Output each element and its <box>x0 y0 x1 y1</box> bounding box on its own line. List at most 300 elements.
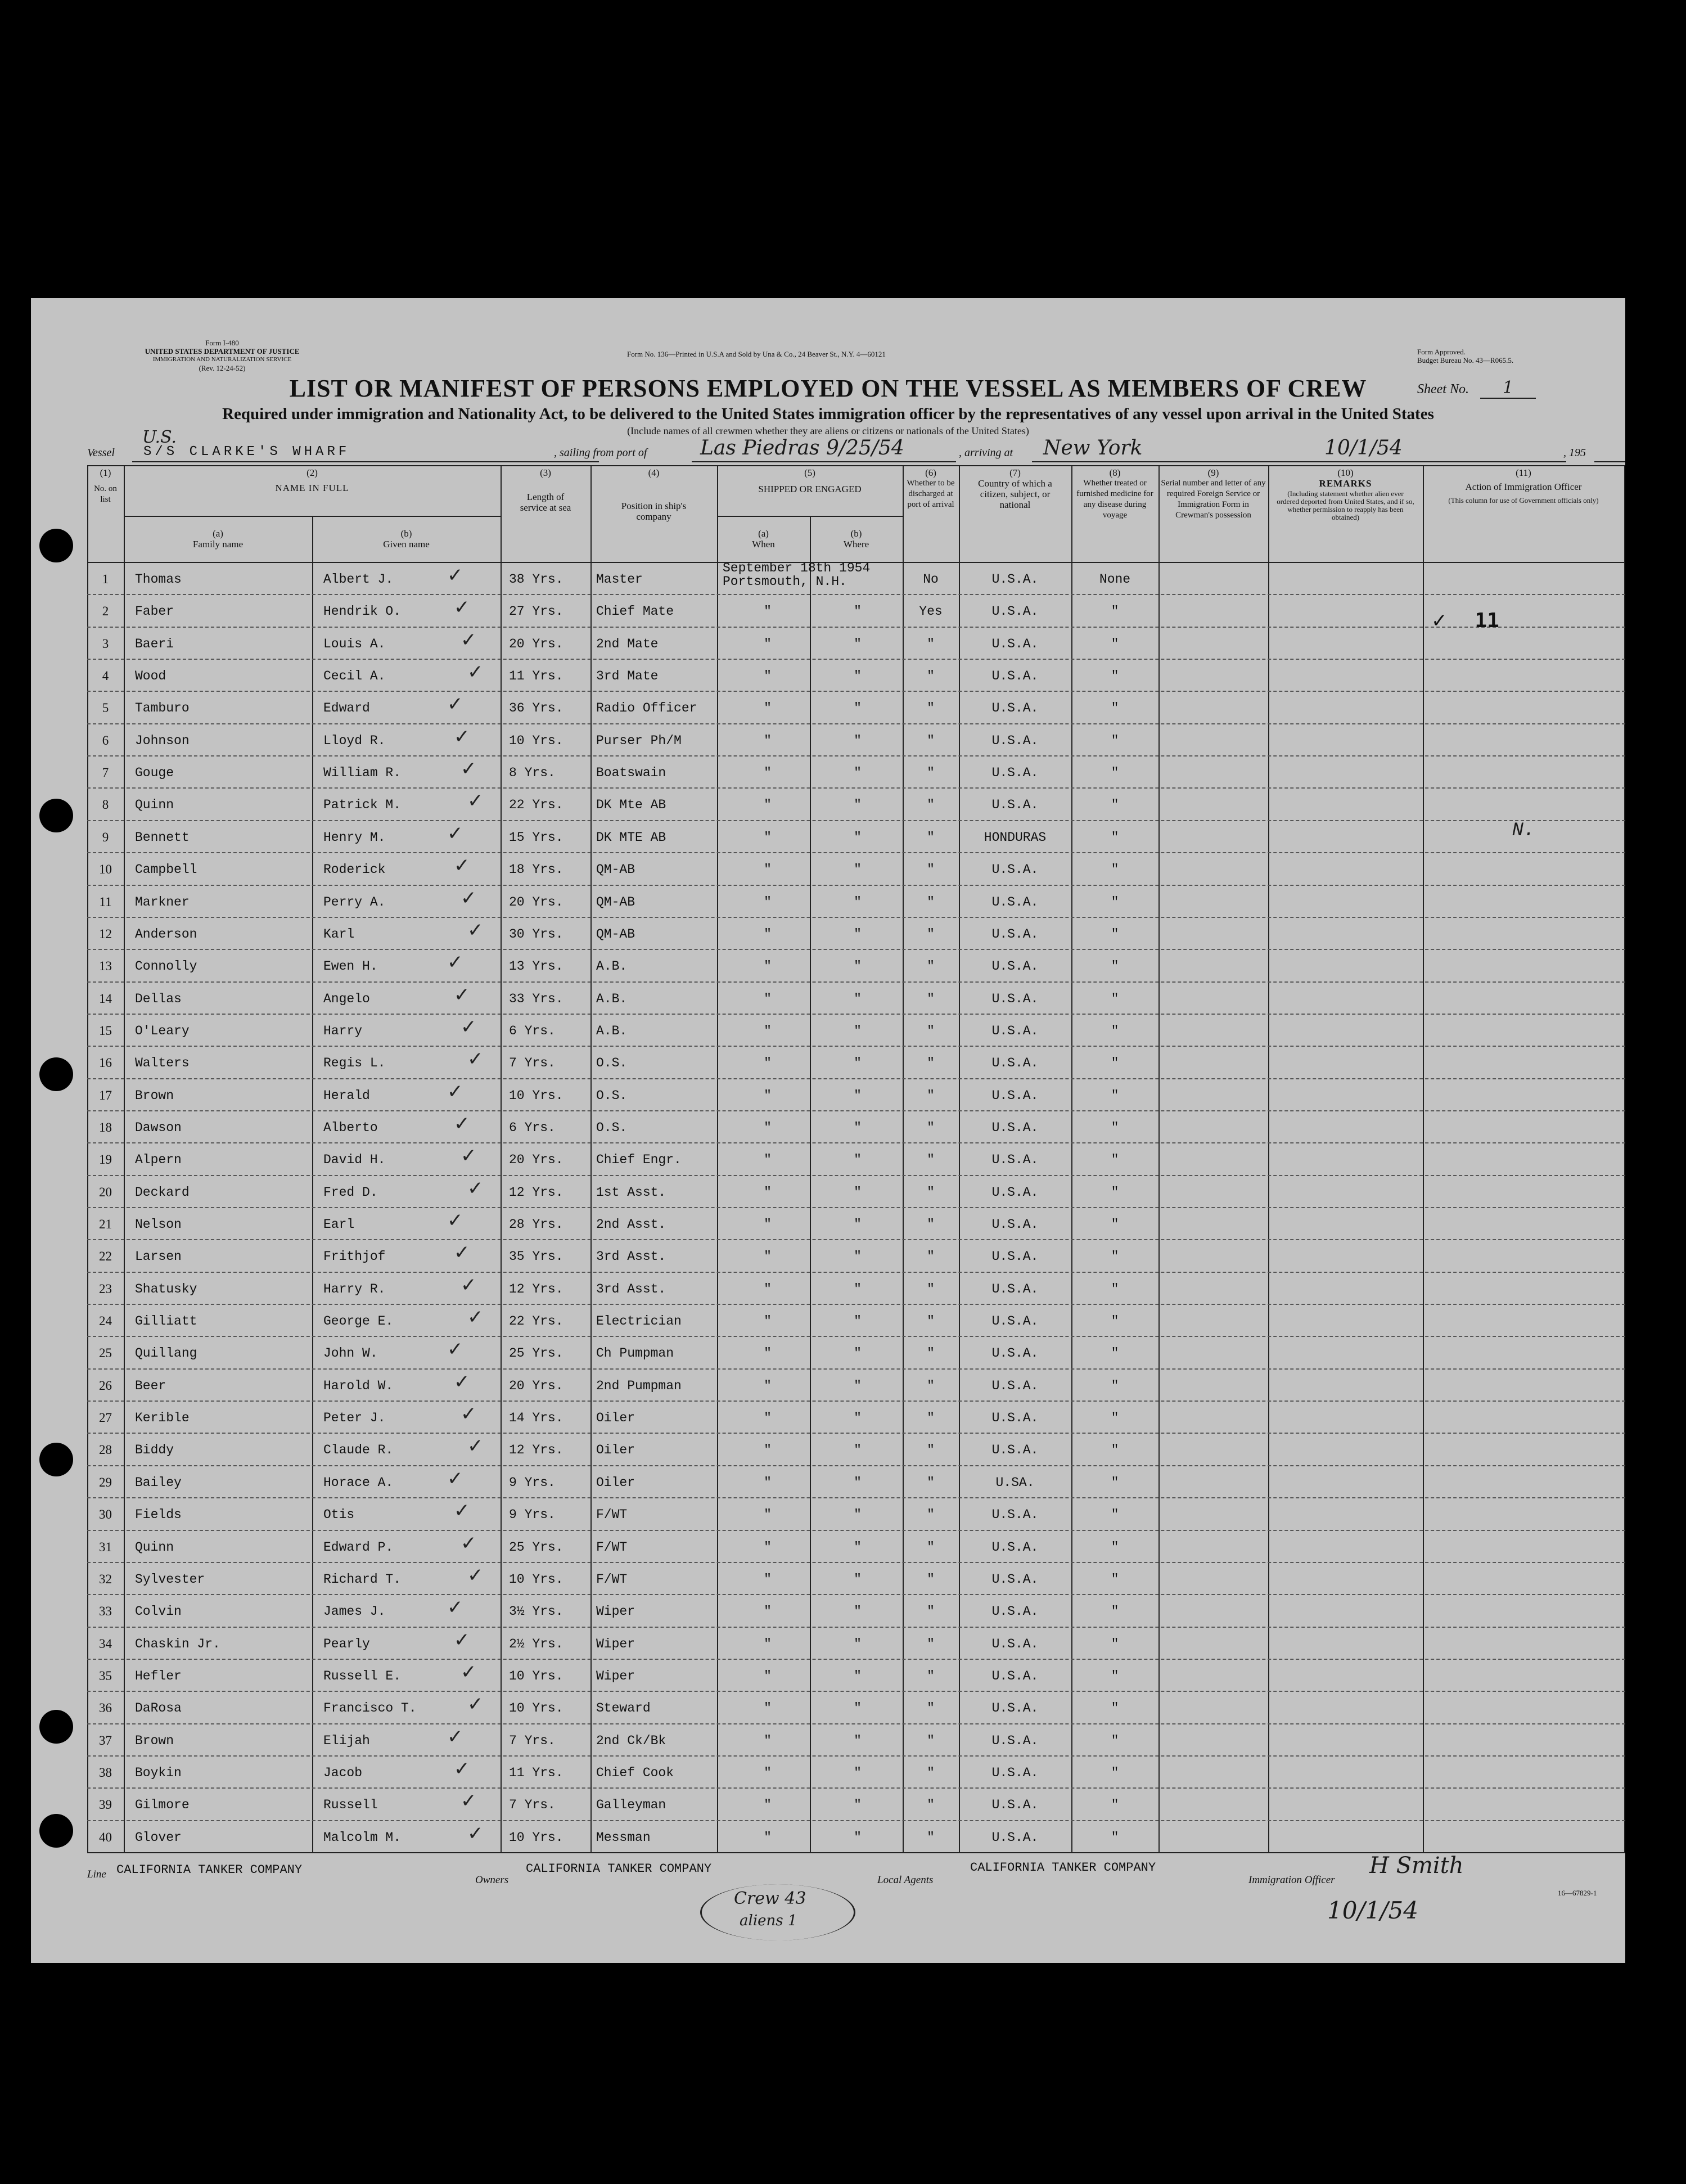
check-mark-icon: ✓ <box>447 1725 463 1748</box>
row-number: 12 <box>99 926 112 941</box>
position: DK Mte AB <box>596 798 666 813</box>
service-length: 35 Yrs. <box>509 1249 563 1264</box>
year-label: , 195 <box>1563 447 1586 459</box>
given-name: Angelo <box>323 991 370 1006</box>
given-name: Cecil A. <box>323 669 386 684</box>
check-mark-icon: ✓ <box>454 1112 470 1135</box>
arriving-underline <box>1032 461 1566 462</box>
shipped-when: " <box>764 765 772 781</box>
discharged: " <box>927 1636 935 1651</box>
row-number: 10 <box>99 862 112 877</box>
header-discharged-label: Whether to be discharged at port of arrival <box>907 479 955 509</box>
position: 3rd Asst. <box>596 1281 666 1296</box>
table-row <box>87 1433 1625 1465</box>
family-name: Colvin <box>135 1604 182 1619</box>
discharged: " <box>927 733 935 748</box>
treated: " <box>1111 1056 1119 1071</box>
family-name: Sylvester <box>135 1571 205 1587</box>
row-number: 13 <box>99 959 112 974</box>
header-position <box>590 465 717 562</box>
given-name: Malcolm M. <box>323 1830 402 1845</box>
header-remarks <box>1268 465 1423 562</box>
check-mark-icon: ✓ <box>461 1403 477 1426</box>
family-name: Gilmore <box>135 1798 190 1813</box>
position: Steward <box>596 1701 651 1716</box>
table-row <box>87 1787 1625 1820</box>
table-row <box>87 1110 1625 1142</box>
table-row <box>87 1207 1625 1239</box>
treated: " <box>1111 733 1119 748</box>
header-service <box>501 465 590 562</box>
country: U.S.A. <box>991 636 1039 651</box>
row-divider <box>87 1594 1625 1595</box>
shipped-where: " <box>854 765 862 781</box>
given-name: Francisco T. <box>323 1701 417 1716</box>
position: O.S. <box>596 1120 628 1135</box>
manifest-sheet <box>31 298 1625 1963</box>
check-mark-icon: ✓ <box>454 983 470 1006</box>
given-name: Russell <box>323 1798 378 1813</box>
family-name: Biddy <box>135 1443 174 1458</box>
officer-date: 10/1/54 <box>1327 1897 1418 1924</box>
shipped-when: " <box>764 1571 772 1587</box>
row-divider <box>87 1820 1625 1821</box>
country: U.S.A. <box>991 1217 1039 1232</box>
shipped-when: " <box>764 1604 772 1619</box>
family-name: Markner <box>135 894 190 909</box>
service-length: 10 Yrs. <box>509 1571 563 1587</box>
country: U.S.A. <box>991 1314 1039 1329</box>
row-number: 21 <box>99 1217 112 1231</box>
check-mark-icon: ✓ <box>454 854 470 877</box>
header-service-index: (3) <box>540 467 551 478</box>
given-name: Earl <box>323 1217 355 1232</box>
shipped-where: " <box>854 1475 862 1490</box>
row-divider <box>87 1562 1625 1563</box>
header-family-label: Family name <box>192 539 244 550</box>
form-number: Form I-480 <box>205 339 239 347</box>
position: Ch Pumpman <box>596 1346 674 1361</box>
header-discharged <box>903 465 959 562</box>
shipped-when: " <box>764 701 772 716</box>
row-divider <box>87 1272 1625 1273</box>
shipped-when: " <box>764 1830 772 1845</box>
country: U.S.A. <box>991 1185 1039 1200</box>
shipped-when: " <box>764 1475 772 1490</box>
given-name: Pearly <box>323 1636 370 1651</box>
treated: None <box>1099 572 1131 587</box>
row-divider <box>87 1497 1625 1498</box>
discharged: " <box>927 1023 935 1038</box>
officer-signature: H Smith <box>1369 1853 1464 1879</box>
check-mark-icon: ✓ <box>461 758 477 781</box>
service-length: 28 Yrs. <box>509 1217 563 1232</box>
check-mark-icon: ✓ <box>447 1209 463 1232</box>
check-mark-icon: ✓ <box>447 1596 463 1619</box>
check-mark-icon: ✓ <box>467 1564 484 1587</box>
row-number: 22 <box>99 1249 112 1264</box>
treated: " <box>1111 959 1119 974</box>
country: U.S.A. <box>991 1701 1039 1716</box>
header-discharged-index: (6) <box>925 467 936 478</box>
treated: " <box>1111 1765 1119 1780</box>
position: F/WT <box>596 1539 628 1555</box>
discharged: " <box>927 765 935 781</box>
table-row <box>87 981 1625 1014</box>
binder-hole <box>39 1057 73 1091</box>
discharged: " <box>927 1571 935 1587</box>
header-country-label: Country of which a citizen, subject, or national <box>978 478 1052 510</box>
header-where <box>810 526 903 562</box>
position: 2nd Ck/Bk <box>596 1733 666 1748</box>
family-name: Campbell <box>135 862 197 877</box>
shipped-where: " <box>854 1217 862 1232</box>
table-row <box>87 723 1625 755</box>
treated: " <box>1111 1668 1119 1683</box>
shipped-when: " <box>764 991 772 1006</box>
form-header-left <box>87 339 357 372</box>
given-name: Harold W. <box>323 1378 394 1393</box>
header-when-letter: (a) <box>758 528 769 539</box>
check-mark-icon: ✓ <box>447 1338 463 1361</box>
arrival-date: 10/1/54 <box>1324 436 1403 460</box>
discharged: " <box>927 1604 935 1619</box>
position: Boatswain <box>596 765 666 781</box>
shipped-where: " <box>854 1733 862 1748</box>
check-mark-icon: ✓ <box>454 1241 470 1264</box>
name-subheader-border <box>124 516 501 517</box>
position: 2nd Pumpman <box>596 1378 682 1393</box>
row-number: 25 <box>99 1346 112 1361</box>
family-name: Brown <box>135 1088 174 1103</box>
treated: " <box>1111 604 1119 619</box>
country: U.S.A. <box>991 926 1039 942</box>
service-length: 9 Yrs. <box>509 1507 556 1523</box>
shipped-where: " <box>854 1507 862 1523</box>
given-name: Elijah <box>323 1733 370 1748</box>
table-row <box>87 1175 1625 1207</box>
treated: " <box>1111 1217 1119 1232</box>
header-position-index: (4) <box>648 467 660 478</box>
form-code: 16—67829-1 <box>1558 1889 1597 1897</box>
service-length: 27 Yrs. <box>509 604 563 619</box>
line-label: Line <box>87 1868 106 1880</box>
row-number: 26 <box>99 1378 112 1393</box>
shipped-when: " <box>764 862 772 877</box>
shipped-when: " <box>764 1314 772 1329</box>
given-name: Herald <box>323 1088 370 1103</box>
service-length: 33 Yrs. <box>509 991 563 1006</box>
service-length: 25 Yrs. <box>509 1539 563 1555</box>
shipped-where: " <box>854 959 862 974</box>
row-divider <box>87 1530 1625 1531</box>
family-name: Baeri <box>135 636 174 651</box>
treated: " <box>1111 1281 1119 1296</box>
printer-note: Form No. 136—Printed in U.S.A and Sold by Una & Co., 24 Beaver St., N.Y. 4—60121 <box>627 350 886 358</box>
officer-label: Immigration Officer <box>1248 1874 1335 1886</box>
row-divider <box>87 1691 1625 1692</box>
family-name: Dawson <box>135 1120 182 1135</box>
position: QM-AB <box>596 926 635 942</box>
family-name: Bailey <box>135 1475 182 1490</box>
given-name: Ewen H. <box>323 959 378 974</box>
shipped-when: " <box>764 1701 772 1716</box>
shipped-when: " <box>764 1507 772 1523</box>
header-treated <box>1071 465 1158 562</box>
service-length: 38 Yrs. <box>509 572 563 587</box>
table-row <box>87 691 1625 723</box>
shipped-when: " <box>764 1281 772 1296</box>
country: U.S.A. <box>991 572 1039 587</box>
header-shipped-index: (5) <box>804 467 815 478</box>
shipped-when: " <box>764 1668 772 1683</box>
treated: " <box>1111 1507 1119 1523</box>
service-length: 25 Yrs. <box>509 1346 563 1361</box>
table-row <box>87 949 1625 981</box>
binder-hole <box>39 799 73 832</box>
shipped-where: " <box>854 1314 862 1329</box>
treated: " <box>1111 1604 1119 1619</box>
shipped-when: " <box>764 1152 772 1168</box>
country: U.S.A. <box>991 733 1039 748</box>
given-name: Henry M. <box>323 830 386 845</box>
shipped-when: " <box>764 959 772 974</box>
table-row <box>87 1691 1625 1723</box>
row-divider <box>87 1046 1625 1047</box>
discharged: " <box>927 669 935 684</box>
service-length: 10 Yrs. <box>509 733 563 748</box>
row-divider <box>87 852 1625 853</box>
discharged: " <box>927 1185 935 1200</box>
row-divider <box>87 1787 1625 1789</box>
position: Wiper <box>596 1636 635 1651</box>
country: U.S.A. <box>991 765 1039 781</box>
row-divider <box>87 691 1625 692</box>
family-name: Boykin <box>135 1765 182 1780</box>
check-mark-icon: ✓ <box>447 1080 463 1103</box>
row-divider <box>87 1175 1625 1176</box>
service-length: 14 Yrs. <box>509 1411 563 1426</box>
position: O.S. <box>596 1088 628 1103</box>
given-name: Louis A. <box>323 636 386 651</box>
family-name: Gouge <box>135 765 174 781</box>
shipped-where: " <box>854 1798 862 1813</box>
footer <box>87 1853 1625 1929</box>
check-mark-icon: ✓ <box>461 1660 477 1683</box>
shipped-where: " <box>854 1571 862 1587</box>
discharged: " <box>927 1668 935 1683</box>
family-name: Faber <box>135 604 174 619</box>
position: Electrician <box>596 1314 682 1329</box>
treated: " <box>1111 1443 1119 1458</box>
country: U.S.A. <box>991 1411 1039 1426</box>
shipped-where: " <box>854 1281 862 1296</box>
discharged: " <box>927 894 935 909</box>
header-shipped <box>717 465 903 516</box>
service-length: 15 Yrs. <box>509 830 563 845</box>
table-row <box>87 852 1625 884</box>
country: U.S.A. <box>991 1249 1039 1264</box>
check-mark-icon: ✓ <box>467 1177 484 1200</box>
shipped-where: " <box>854 1152 862 1168</box>
service-length: 20 Yrs. <box>509 636 563 651</box>
shipped-where: " <box>854 1120 862 1135</box>
sailing-port: Las Piedras 9/25/54 <box>700 436 904 460</box>
check-mark-icon: ✓ <box>467 1435 484 1458</box>
shipped-when: " <box>764 1636 772 1651</box>
check-mark-icon: ✓ <box>454 1757 470 1780</box>
position: Oiler <box>596 1443 635 1458</box>
discharged: " <box>927 1314 935 1329</box>
check-mark-icon: ✓ <box>447 951 463 974</box>
country: U.S.A. <box>991 1798 1039 1813</box>
discharged: " <box>927 1056 935 1071</box>
treated: " <box>1111 1411 1119 1426</box>
row-number: 40 <box>99 1830 112 1844</box>
header-serial <box>1158 465 1268 562</box>
row-divider <box>87 659 1625 660</box>
given-name: David H. <box>323 1152 386 1168</box>
header-where-label: Where <box>843 539 869 550</box>
shipped-where: " <box>854 733 862 748</box>
country: U.S.A. <box>991 1056 1039 1071</box>
country: HONDURAS <box>984 830 1047 845</box>
given-name: Harry <box>323 1023 363 1038</box>
service-length: 7 Yrs. <box>509 1056 556 1071</box>
country: U.S.A. <box>991 701 1039 716</box>
treated: " <box>1111 894 1119 909</box>
row-divider <box>87 1755 1625 1757</box>
country: U.S.A. <box>991 894 1039 909</box>
header-action-note: (This column for use of Government officials only) <box>1448 496 1599 505</box>
service-length: 10 Yrs. <box>509 1088 563 1103</box>
table-row <box>87 1755 1625 1787</box>
table-row <box>87 562 1625 594</box>
position: Messman <box>596 1830 651 1845</box>
shipped-where: " <box>854 1249 862 1264</box>
family-name: Beer <box>135 1378 166 1393</box>
line-value: CALIFORNIA TANKER COMPANY <box>116 1863 303 1877</box>
position: 2nd Mate <box>596 636 659 651</box>
country: U.S.A. <box>991 1378 1039 1393</box>
discharged: " <box>927 1733 935 1748</box>
vessel-prefix: U.S. <box>142 427 177 447</box>
sheet-label: Sheet No. <box>1417 382 1469 397</box>
family-name: Dellas <box>135 991 182 1006</box>
check-mark-icon: ✓ <box>447 693 463 716</box>
shipped-where: " <box>854 1023 862 1038</box>
service-length: 9 Yrs. <box>509 1475 556 1490</box>
treated: " <box>1111 1088 1119 1103</box>
family-name: DaRosa <box>135 1701 182 1716</box>
treated: " <box>1111 1249 1119 1264</box>
given-name: Regis L. <box>323 1056 386 1071</box>
header-remarks-label: REMARKS <box>1319 478 1372 489</box>
family-name: O'Leary <box>135 1023 190 1038</box>
service-length: 22 Yrs. <box>509 1314 563 1329</box>
table-row <box>87 917 1625 949</box>
given-name: Russell E. <box>323 1668 402 1683</box>
family-name: Shatusky <box>135 1281 197 1296</box>
given-name: Lloyd R. <box>323 733 386 748</box>
row-divider <box>87 1304 1625 1305</box>
given-name: Otis <box>323 1507 355 1523</box>
family-name: Deckard <box>135 1185 190 1200</box>
discharged: " <box>927 1798 935 1813</box>
service-length: 18 Yrs. <box>509 862 563 877</box>
arriving-port: New York <box>1043 436 1143 460</box>
family-name: Anderson <box>135 926 197 942</box>
position: QM-AB <box>596 894 635 909</box>
check-mark-icon: ✓ <box>454 1628 470 1651</box>
treated: " <box>1111 1185 1119 1200</box>
row-number: 32 <box>99 1571 112 1586</box>
shipped-where: " <box>854 1604 862 1619</box>
shipped-when: September 18th 1954 <box>723 561 871 575</box>
country: U.S.A. <box>991 1281 1039 1296</box>
family-name: Chaskin Jr. <box>135 1636 220 1651</box>
row-number: 11 <box>99 894 112 909</box>
sheet-number: 1 <box>1480 378 1536 399</box>
shipped-where: " <box>854 1668 862 1683</box>
shipped-where: " <box>854 636 862 651</box>
given-name: Edward P. <box>323 1539 394 1555</box>
service-length: 7 Yrs. <box>509 1733 556 1748</box>
check-mark-icon: ✓ <box>454 1499 470 1523</box>
given-name: William R. <box>323 765 402 781</box>
position: Oiler <box>596 1411 635 1426</box>
header-serial-label: Serial number and letter of any required Foreign Service or Immigration Form in Crewman's possession <box>1161 479 1266 520</box>
shipped-where: " <box>854 604 862 619</box>
shipped-subheader-border <box>717 516 903 517</box>
agents-value: CALIFORNIA TANKER COMPANY <box>970 1861 1156 1875</box>
discharged: " <box>927 1088 935 1103</box>
table-row <box>87 885 1625 917</box>
family-name: Hefler <box>135 1668 182 1683</box>
shipped-when: " <box>764 1411 772 1426</box>
row-divider <box>87 1368 1625 1370</box>
row-divider <box>87 917 1625 918</box>
country: U.SA. <box>995 1475 1035 1490</box>
shipped-when: " <box>764 669 772 684</box>
country: U.S.A. <box>991 798 1039 813</box>
row-number: 4 <box>102 669 109 683</box>
crew-count-note: Crew 43 <box>734 1889 806 1908</box>
family-name: Fields <box>135 1507 182 1523</box>
table-row <box>87 1401 1625 1433</box>
table-row <box>87 755 1625 787</box>
vessel-underline <box>132 461 599 462</box>
service-length: 12 Yrs. <box>509 1443 563 1458</box>
country: U.S.A. <box>991 1830 1039 1845</box>
table-row <box>87 1239 1625 1271</box>
country: U.S.A. <box>991 604 1039 619</box>
shipped-when: " <box>764 894 772 909</box>
header-position-label: Position in ship's company <box>621 501 687 522</box>
service-length: 30 Yrs. <box>509 926 563 942</box>
table-row <box>87 1046 1625 1078</box>
form-revision: (Rev. 12-24-52) <box>199 364 246 372</box>
service-length: 10 Yrs. <box>509 1830 563 1845</box>
check-mark-icon: ✓ <box>467 661 484 684</box>
shipped-where: " <box>854 1765 862 1780</box>
shipped-where: " <box>854 926 862 942</box>
row-divider <box>87 787 1625 789</box>
shipped-where: " <box>854 1088 862 1103</box>
country: U.S.A. <box>991 1507 1039 1523</box>
service-length: 22 Yrs. <box>509 798 563 813</box>
table-row <box>87 1627 1625 1659</box>
